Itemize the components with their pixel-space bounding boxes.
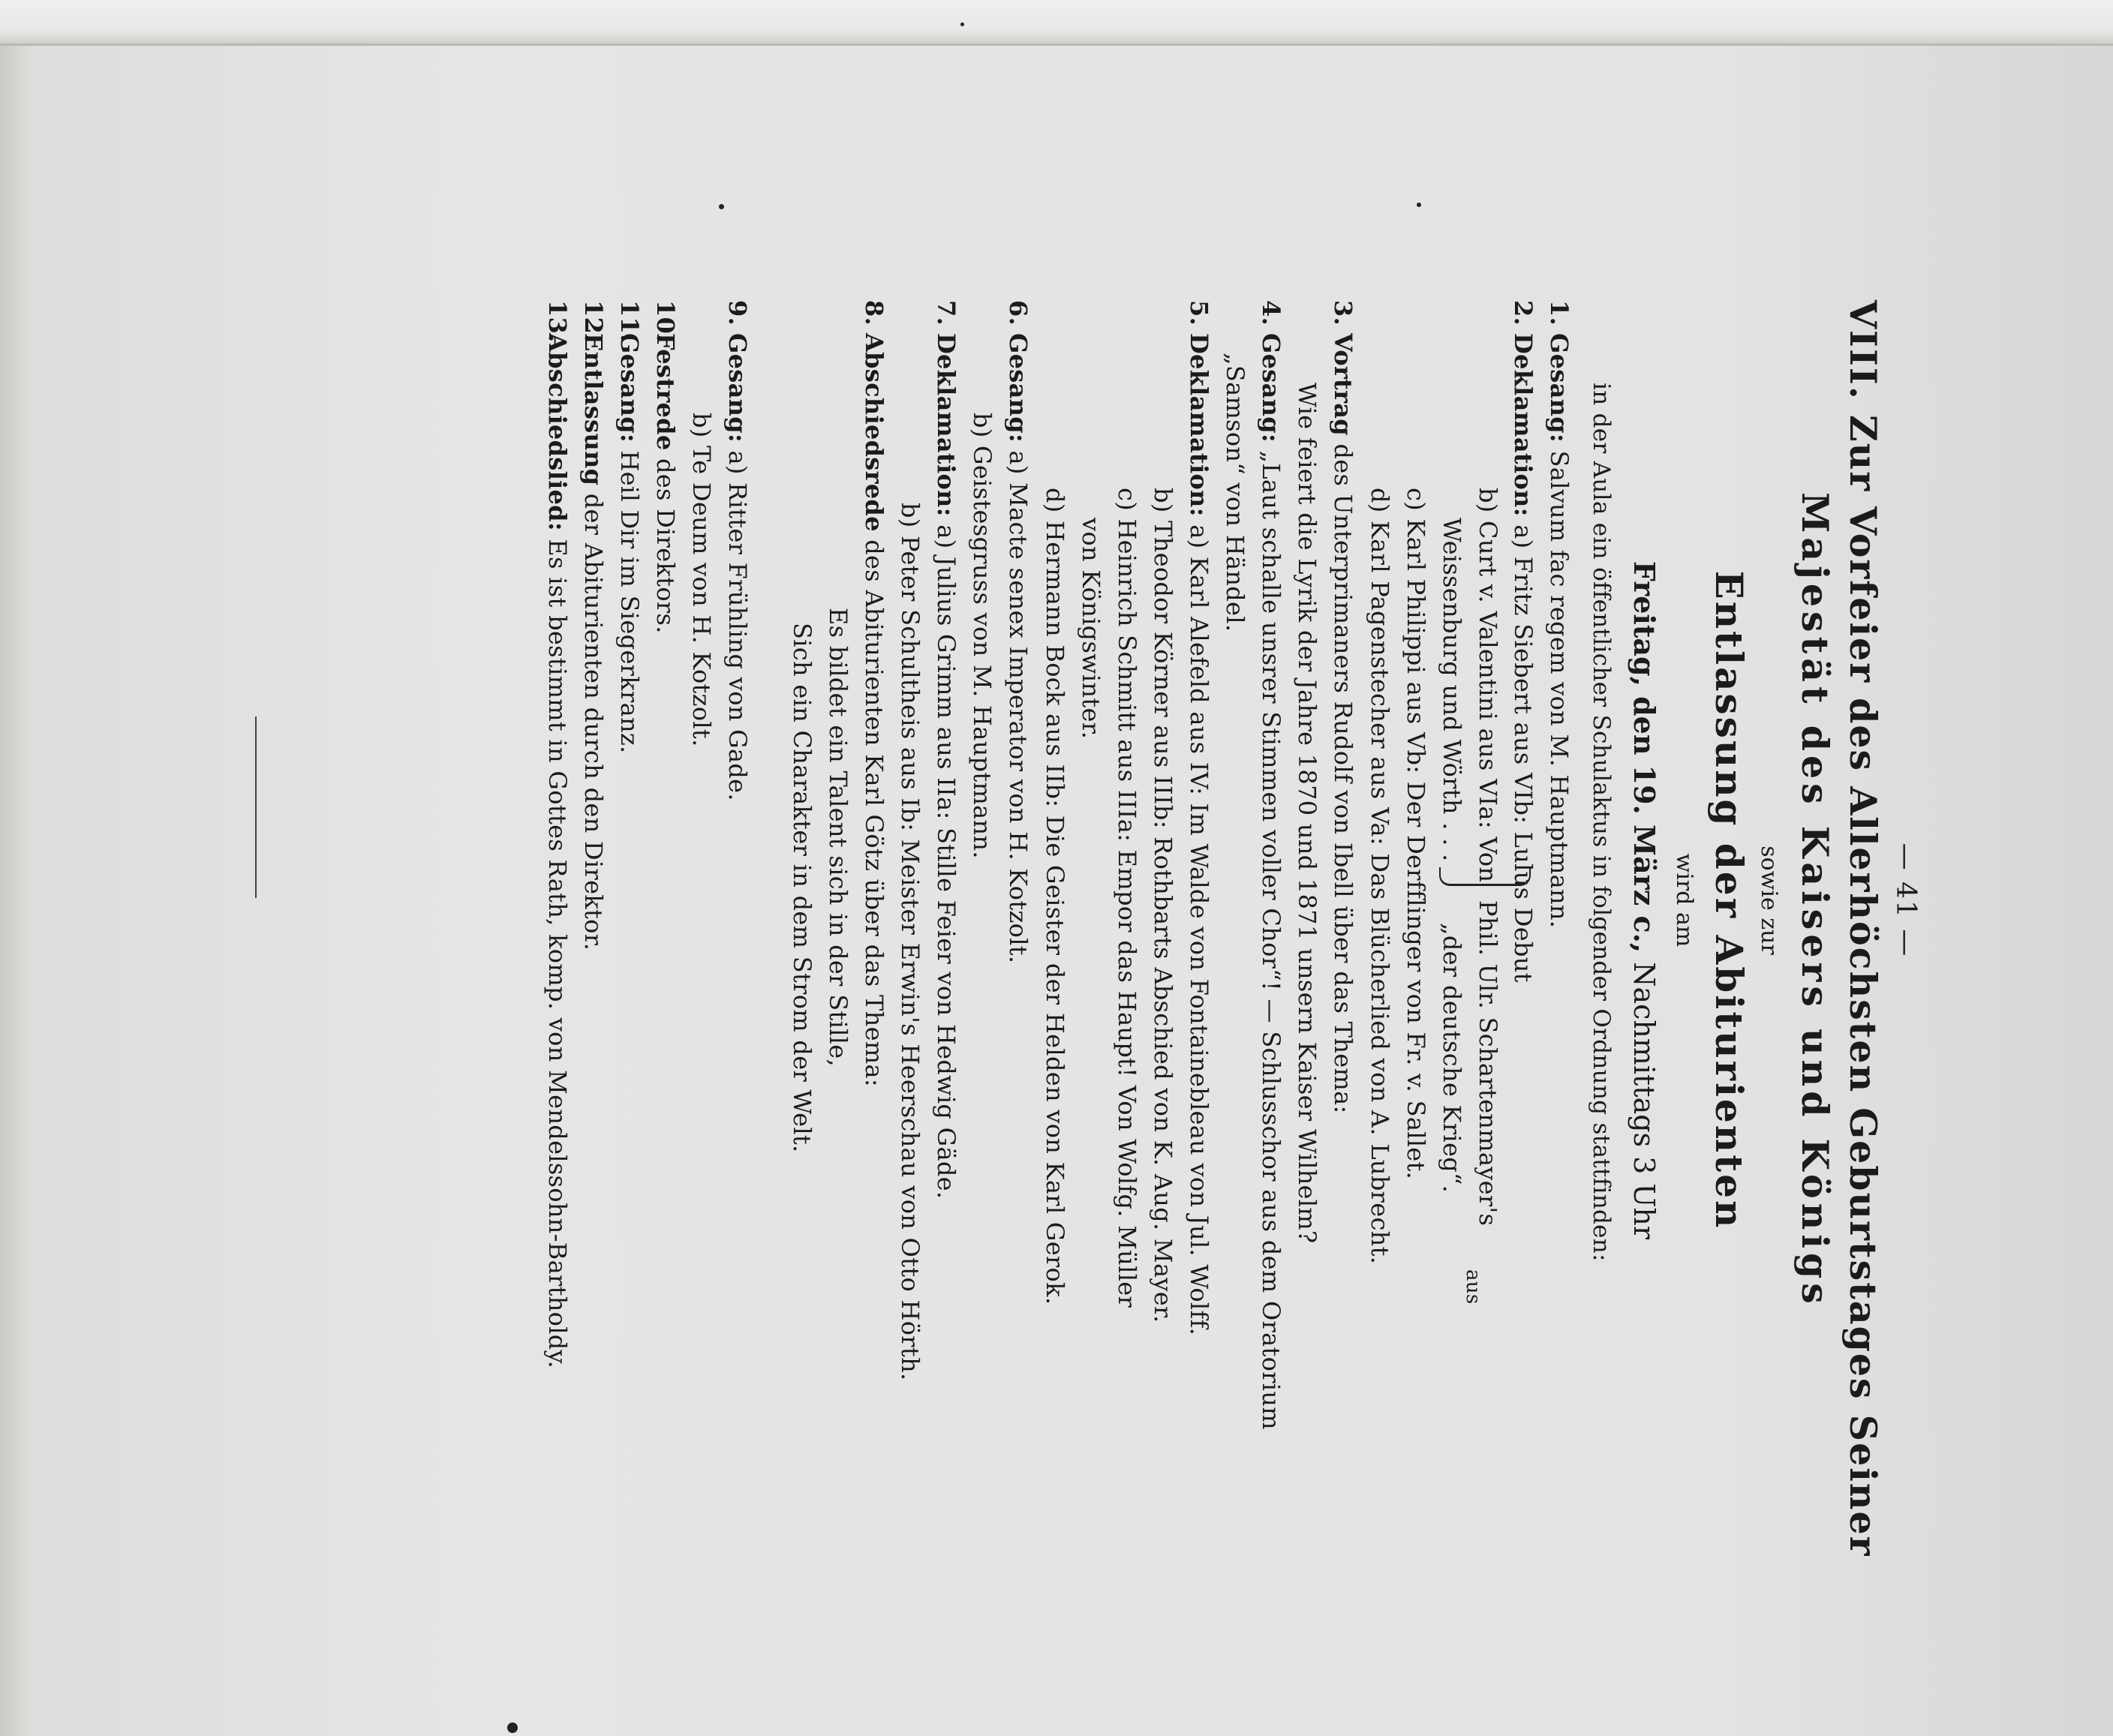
program-item xyxy=(579,300,608,951)
document-page xyxy=(233,300,1921,1557)
heading-line-2: Majestät des Kaisers und Königs xyxy=(1793,492,1837,1308)
sowie-zur: sowie zur xyxy=(1756,845,1782,955)
program-item xyxy=(1545,300,1573,928)
sub-item: b) Te Deum von H. Kotzolt. xyxy=(687,413,716,747)
closing-rule xyxy=(255,716,257,898)
item-number: 10. xyxy=(651,300,680,343)
item-kind: Vortrag xyxy=(1329,333,1357,436)
item-text: a) Fritz Siebert aus VIb: Lulus Debut xyxy=(1509,516,1537,983)
item-number: 12. xyxy=(579,300,608,343)
item-kind: Deklamation: xyxy=(932,333,960,517)
theme-line: Es bildet ein Talent sich in der Stille, xyxy=(824,608,852,1067)
item-text: des Abiturienten Karl Götz über das Thema: xyxy=(860,531,888,1087)
source-ref: Phil. Ulr. Schartenmayer's xyxy=(1474,900,1502,1227)
sub-item: d) Karl Pagenstecher aus Va: Das Blücherlied von A. Lubrecht. xyxy=(1366,488,1394,1265)
item-number: 2. xyxy=(1509,300,1537,326)
item-text: der Abiturienten durch den Direktor. xyxy=(579,485,608,951)
item-number: 7. xyxy=(932,300,960,326)
program-item xyxy=(932,300,960,1199)
wird-am: wird am xyxy=(1671,853,1697,948)
intro-text: in der Aula ein öffentlicher Schulaktus in folgender Ordnung stattfinden: xyxy=(1588,383,1615,1262)
item-kind: Deklamation: xyxy=(1185,333,1213,517)
scan-speck xyxy=(507,1722,518,1733)
event-date-bold: Freitag, den 19. März c., xyxy=(1628,560,1661,954)
program-item xyxy=(1185,300,1213,1335)
scan-edge-line xyxy=(0,44,2113,46)
entlassung-heading: Entlassung der Abiturienten xyxy=(1707,570,1751,1230)
program-item xyxy=(615,300,644,753)
program-item xyxy=(1004,300,1032,963)
brace xyxy=(1439,867,1531,886)
sub-item: b) Theodor Körner aus IIIb: Rothbarts Abschied von K. Aug. Mayer. xyxy=(1149,488,1177,1323)
page-number: — 41 — xyxy=(1890,842,1921,958)
item-kind: Abschiedsrede xyxy=(860,333,888,532)
item-number: 11. xyxy=(615,300,644,343)
item-text: Heil Dir im Siegerkranz. xyxy=(615,443,644,754)
item-number: 8. xyxy=(860,300,888,326)
sub-item: d) Hermann Bock aus IIb: Die Geister der Helden von Karl Gerok. xyxy=(1041,488,1069,1305)
item-number: 1. xyxy=(1545,300,1573,326)
item-text: des Direktors. xyxy=(651,450,680,634)
sub-item: c) Heinrich Schmitt aus IIIa: Empor das Haupt! Von Wolfg. Müller xyxy=(1113,488,1141,1308)
item-kind: Gesang: xyxy=(1004,333,1032,443)
item-kind: Abschiedslied: xyxy=(543,333,572,531)
sub-item: b) Curt v. Valentini aus VIa: Von xyxy=(1474,488,1502,883)
item-text: a) Ritter Frühling von Gade. xyxy=(723,443,752,801)
item-text: a) Karl Alefeld aus IV: Im Walde von Fontainebleau von Jul. Wolff. xyxy=(1185,516,1213,1336)
program-item xyxy=(1329,300,1357,1114)
item-text: Salvum fac regem von M. Hauptmann. xyxy=(1545,443,1573,929)
sub-item-cont: von Königswinter. xyxy=(1077,518,1105,740)
program-item xyxy=(651,300,680,634)
event-date xyxy=(1628,300,1661,1500)
item-kind: Gesang: xyxy=(723,333,752,443)
item-text-cont: „Samson“ von Händel. xyxy=(1221,353,1249,632)
program-item xyxy=(723,300,752,801)
item-number: 4. xyxy=(1257,300,1285,326)
source-ref: „der deutsche Krieg“. xyxy=(1438,923,1466,1194)
program-item xyxy=(1257,300,1285,1430)
item-kind: Gesang: xyxy=(1545,333,1573,443)
item-kind: Gesang: xyxy=(615,333,644,443)
item-text: Es ist bestimmt in Gottes Rath, komp. von Mendelssohn-Bartholdy. xyxy=(543,530,572,1369)
program-item xyxy=(860,300,888,1087)
event-date-time: Nachmittags 3 Uhr xyxy=(1628,953,1661,1240)
item-number: 13. xyxy=(543,300,572,343)
item-text: des Unterprimaners Rudolf von Ibell über das Thema: xyxy=(1329,435,1357,1114)
program-item xyxy=(543,300,572,1368)
sub-item: c) Karl Philippi aus Vb: Der Derfflinger von Fr. v. Sallet. xyxy=(1402,488,1430,1180)
scan-speck xyxy=(719,204,724,209)
item-kind: Entlassung xyxy=(579,333,608,486)
sub-item: b) Peter Schultheis aus Ib: Meister Erwin's Heerschau von Otto Hörth. xyxy=(896,503,924,1381)
item-number: 9. xyxy=(723,300,752,326)
theme-line: Sich ein Charakter in dem Strom der Welt. xyxy=(788,623,816,1153)
item-number: 3. xyxy=(1329,300,1357,326)
sub-item-cont: Weissenburg und Wörth . . . xyxy=(1438,518,1466,862)
sub-item: b) Geistesgruss von M. Hauptmann. xyxy=(968,413,996,859)
item-kind: Deklamation: xyxy=(1509,333,1537,517)
source-aus: aus xyxy=(1462,1269,1484,1305)
item-number: 6. xyxy=(1004,300,1032,326)
scan-top-edge xyxy=(0,0,2113,44)
item-number: 5. xyxy=(1185,300,1213,326)
scan-speck xyxy=(960,23,964,26)
item-text: „Laut schalle unsrer Stimmen voller Chor“! — Schlusschor aus dem Oratorium xyxy=(1257,443,1285,1430)
item-text: a) Macte senex Imperator von H. Kotzolt. xyxy=(1004,443,1032,964)
heading-line-1: VIII. Zur Vorfeier des Allerhöchsten Geburtstages Seiner xyxy=(1841,300,1885,1557)
scan-speck xyxy=(1417,203,1421,207)
item-kind: Gesang: xyxy=(1257,333,1285,443)
item-text-cont: Wie feiert die Lyrik der Jahre 1870 und 1871 unsern Kaiser Wilhelm? xyxy=(1293,383,1321,1244)
item-text: a) Julius Grimm aus IIa: Stille Feier von Hedwig Gäde. xyxy=(932,516,960,1200)
item-kind: Festrede xyxy=(651,333,680,451)
